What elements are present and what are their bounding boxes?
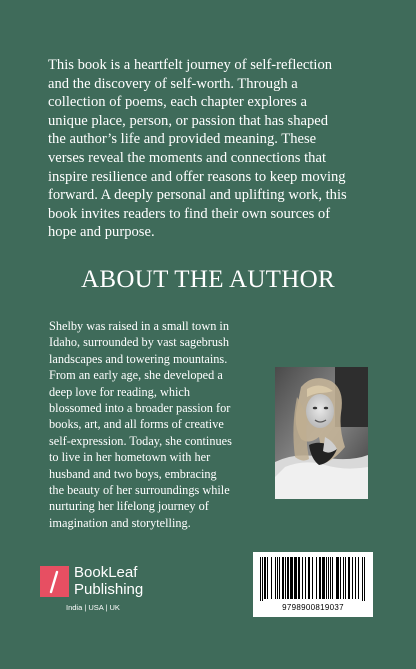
about-author-heading: ABOUT THE AUTHOR	[81, 266, 335, 293]
bio-line: Idaho, surrounded by vast sagebrush	[49, 335, 229, 350]
bio-line: landscapes and towering mountains.	[49, 351, 228, 366]
barcode-bars	[258, 557, 368, 601]
barcode-bar	[287, 557, 289, 599]
barcode-bar	[319, 557, 321, 599]
barcode-bar	[275, 557, 276, 599]
author-bio	[49, 318, 261, 531]
barcode-bar	[294, 557, 297, 599]
barcode-bar	[277, 557, 278, 599]
description-line: hope and purpose.	[48, 224, 155, 241]
book-description	[48, 56, 376, 242]
barcode-bar	[282, 557, 284, 599]
barcode-bar	[336, 557, 339, 599]
bio-line: to live in her hometown with her	[49, 450, 211, 465]
barcode-bar	[305, 557, 306, 599]
barcode-bar	[298, 557, 300, 599]
description-line: verses reveal the moments and connections that	[48, 149, 327, 166]
barcode-bar	[279, 557, 280, 599]
barcode-bar	[302, 557, 303, 599]
description-line: the author’s life and provided meaning. These	[48, 131, 317, 148]
barcode-bar	[271, 557, 272, 599]
barcode-bar	[330, 557, 331, 599]
description-line: forward. A deeply personal and uplifting work, this	[48, 187, 347, 204]
isbn-barcode	[253, 552, 373, 617]
barcode-bar	[332, 557, 333, 599]
description-line: book invites readers to find their own sources of	[48, 205, 331, 222]
publisher-name	[74, 564, 143, 598]
isbn-number: 9798900819037	[282, 603, 344, 612]
bio-line: imagination and storytelling.	[49, 515, 191, 530]
publisher-mark-icon	[40, 566, 69, 597]
description-line: collection of poems, each chapter explores a	[48, 94, 307, 111]
description-line: and the discovery of self-worth. Through a	[48, 75, 298, 92]
bio-line: books, art, and all forms of creative	[49, 417, 224, 432]
barcode-bar	[264, 557, 266, 599]
barcode-bar	[290, 557, 293, 599]
barcode-bar	[348, 557, 350, 599]
description-line: unique place, person, or passion that has shaped	[48, 112, 329, 129]
publisher-logo	[40, 564, 200, 616]
author-photo	[275, 367, 368, 499]
publisher-regions: India | USA | UK	[66, 603, 120, 612]
barcode-bar	[362, 557, 363, 601]
barcode-bar	[355, 557, 356, 599]
barcode-bar	[364, 557, 365, 601]
barcode-bar	[260, 557, 261, 601]
barcode-bar	[326, 557, 327, 599]
bio-line: From an early age, she developed a	[49, 368, 223, 383]
bio-line: deep love for reading, which	[49, 384, 191, 399]
barcode-bar	[316, 557, 317, 599]
barcode-bar	[285, 557, 286, 599]
barcode-bar	[312, 557, 313, 599]
description-line: inspire resilience and offer reasons to keep moving	[48, 168, 346, 185]
barcode-bar	[358, 557, 359, 599]
barcode-bar	[340, 557, 341, 599]
barcode-bar	[267, 557, 268, 599]
barcode-bar	[322, 557, 325, 599]
barcode-bar	[343, 557, 344, 599]
bio-line: husband and two boys, embracing	[49, 466, 217, 481]
barcode-bar	[328, 557, 329, 599]
bio-line: nurturing her lifelong journey of	[49, 499, 209, 514]
barcode-bar	[352, 557, 353, 599]
barcode-bar	[262, 557, 263, 601]
bio-line: blossomed into a broader passion for	[49, 401, 231, 416]
description-line: This book is a heartfelt journey of self-reflection	[48, 57, 333, 73]
barcode-bar	[308, 557, 310, 599]
bio-line: self-expression. Today, she continues	[49, 433, 232, 448]
barcode-bar	[345, 557, 346, 599]
bio-line: Shelby was raised in a small town in	[49, 319, 229, 333]
publisher-name-line2: Publishing	[74, 581, 144, 598]
publisher-name-line1: BookLeaf	[74, 564, 138, 581]
bio-line: the beauty of her surroundings while	[49, 483, 230, 498]
